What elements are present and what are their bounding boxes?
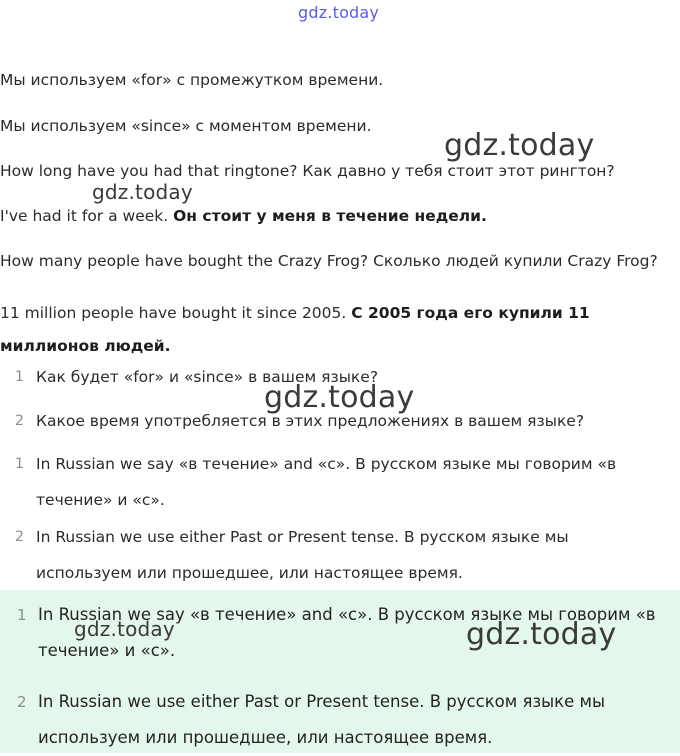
answer-translation-bold: Он стоит у меня в течение недели. (173, 207, 487, 225)
question-text: Какое время употребляется в этих предложениях в вашем языке? (36, 412, 585, 430)
answer-number: 1 (17, 606, 27, 624)
answer-english: 11 million people have bought it since 2005. (0, 304, 352, 322)
answer-number: 2 (15, 529, 24, 545)
answer-text: In Russian we use either Past or Present tense. В русском языке мы используем или прошедшее, или настоящее время. (38, 692, 606, 747)
watermark: gdz.today (92, 180, 193, 204)
answer-number: 2 (17, 693, 27, 711)
paragraph-crazy-frog-question: How many people have bought the Crazy Frog? Сколько людей купили Crazy Frog? (0, 252, 658, 270)
paragraph-ringtone-answer (0, 207, 487, 225)
answer-text: In Russian we use either Past or Present tense. В русском языке мы используем или прошедшее, или настоящее время. (36, 528, 569, 582)
answer-number: 1 (15, 456, 24, 472)
watermark: gdz.today (466, 617, 617, 652)
answer-english: I've had it for a week. (0, 207, 174, 225)
question-number: 1 (15, 369, 24, 385)
answer-text: In Russian we say «в течение» and «с». В русском языке мы говорим «в течение» и «с». (36, 455, 617, 509)
paragraph-ringtone-question: How long have you had that ringtone? Как давно у тебя стоит этот рингтон? (0, 162, 615, 180)
watermark: gdz.today (264, 380, 415, 415)
watermark: gdz.today (444, 128, 595, 163)
paragraph-since-rule: Мы используем «since» с моментом времени. (0, 117, 372, 135)
watermark-top: gdz.today (298, 3, 380, 22)
answer-text: In Russian we say «в течение» and «с». В русском языке мы говорим «в течение» и «с». (38, 605, 656, 660)
answer-translation-bold: С 2005 года его купили 11 миллионов людей. (0, 304, 590, 355)
question-text: Как будет «for» и «since» в вашем языке? (36, 368, 379, 386)
question-number: 2 (15, 413, 24, 429)
watermark: gdz.today (74, 617, 175, 641)
paragraph-for-rule: Мы используем «for» с промежутком времени. (0, 71, 384, 89)
paragraph-crazy-frog-answer (0, 297, 672, 363)
